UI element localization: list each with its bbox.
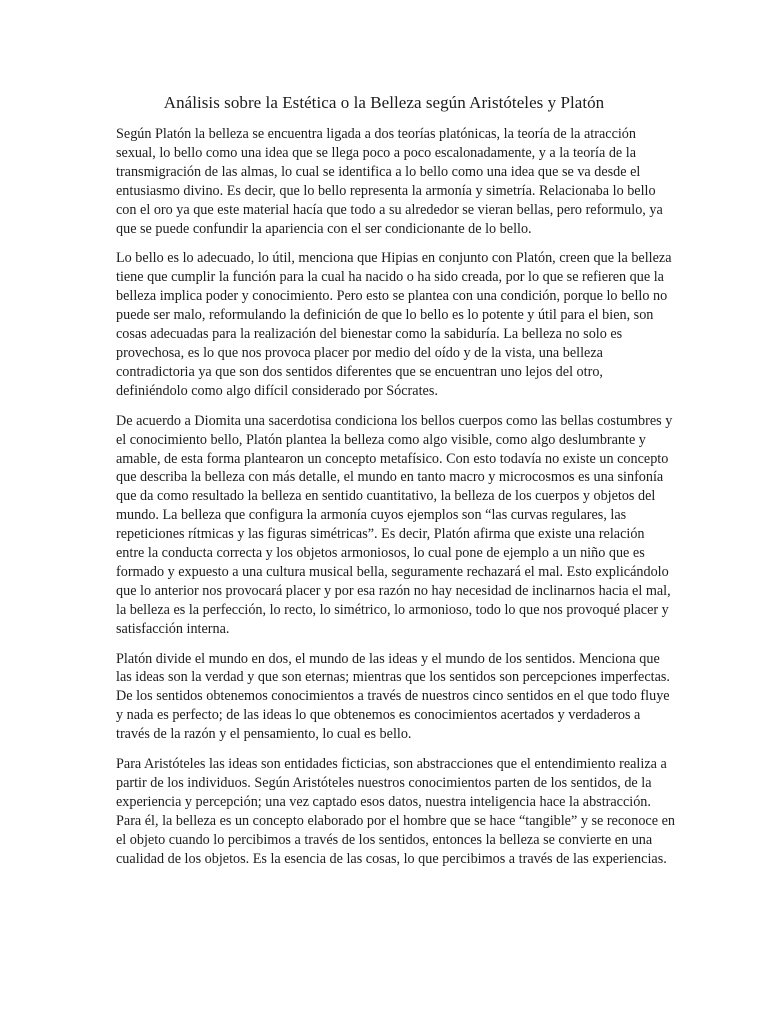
paragraph-1: Según Platón la belleza se encuentra ligada a dos teorías platónicas, la teoría de la atracción sexual, lo bello como una idea que se llega poco a poco escalonadamente, y a la teoría de la transmigración de las almas, lo cual se identifica a lo bello como una idea que se va desde el entusiasmo divino. Es decir, que lo bello representa la armonía y simetría. Relacionaba lo bello con el oro ya que este material hacía que todo a su alrededor se vieran bellas, pero reformulo, ya que se puede confundir la apariencia con el ser condicionante de lo bello. (116, 126, 663, 237)
paragraph-3: De acuerdo a Diomita una sacerdotisa condiciona los bellos cuerpos como las bellas costumbres y el conocimiento bello, Platón plantea la belleza como algo visible, como algo deslumbrante y amable, de esta forma plantearon un concepto metafísico. Con esto todavía no existe un concepto que describa la belleza con más detalle, el mundo en tanto macro y microcosmos es una sinfonía que da como resultado la belleza en sentido cuantitativo, la belleza de los cuerpos y objetos del mundo. La belleza que configura la armonía cuyos ejemplos son “las curvas regulares, las repeticiones rítmicas y las figuras simétricas”. Es decir, Platón afirma que existe una relación entre la conducta correcta y los objetos armoniosos, lo cual pone de ejemplo a un niño que es formado y expuesto a una cultura musical bella, seguramente rechazará el mal. Esto explicándolo que lo anterior nos provocará placer y por esa razón no hay necesidad de inclinarnos hacia el mal, la belleza es la perfección, lo recto, lo simétrico, lo armonioso, todo lo que nos provoqué placer y satisfacción interna. (116, 412, 673, 637)
document-body (116, 125, 676, 880)
paragraph-4: Platón divide el mundo en dos, el mundo de las ideas y el mundo de los sentidos. Menciona que las ideas son la verdad y que son eternas; mientras que los sentidos son percepciones imperfectas. De los sentidos obtenemos conocimientos a través de nuestros cinco sentidos en el que todo fluye y nada es perfecto; de las ideas lo que obtenemos es conocimientos acertados y verdaderos a través de la razón y el pensamiento, lo cual es bello. (116, 650, 670, 743)
paragraph-5: Para Aristóteles las ideas son entidades ficticias, son abstracciones que el entendimiento realiza a partir de los individuos. Según Aristóteles nuestros conocimientos parten de los sentidos, de la experiencia y percepción; una vez captado esos datos, nuestra inteligencia hace la abstracción. Para él, la belleza es un concepto elaborado por el hombre que se hace “tangible” y se reconoce en el objeto cuando lo percibimos a través de los sentidos, entonces la belleza se convierte en una cualidad de los objetos. Es la esencia de las cosas, lo que percibimos a través de las experiencias. (116, 756, 675, 867)
paragraph-2: Lo bello es lo adecuado, lo útil, menciona que Hipias en conjunto con Platón, creen que la belleza tiene que cumplir la función para la cual ha nacido o ha sido creada, por lo que se refieren que la belleza implica poder y conocimiento. Pero esto se plantea con una condición, porque lo bello no puede ser malo, reformulando la definición de que lo bello es lo potente y útil para el bien, son cosas adecuadas para la realización del bienestar como la sabiduría. La belleza no solo es provechosa, es lo que nos provoca placer por medio del oído y de la vista, una belleza contradictoria ya que son dos sentidos diferentes que se encuentran uno lejos del otro, definiéndolo como algo difícil considerado por Sócrates. (116, 250, 672, 399)
document-title: Análisis sobre la Estética o la Belleza según Aristóteles y Platón (163, 93, 605, 112)
